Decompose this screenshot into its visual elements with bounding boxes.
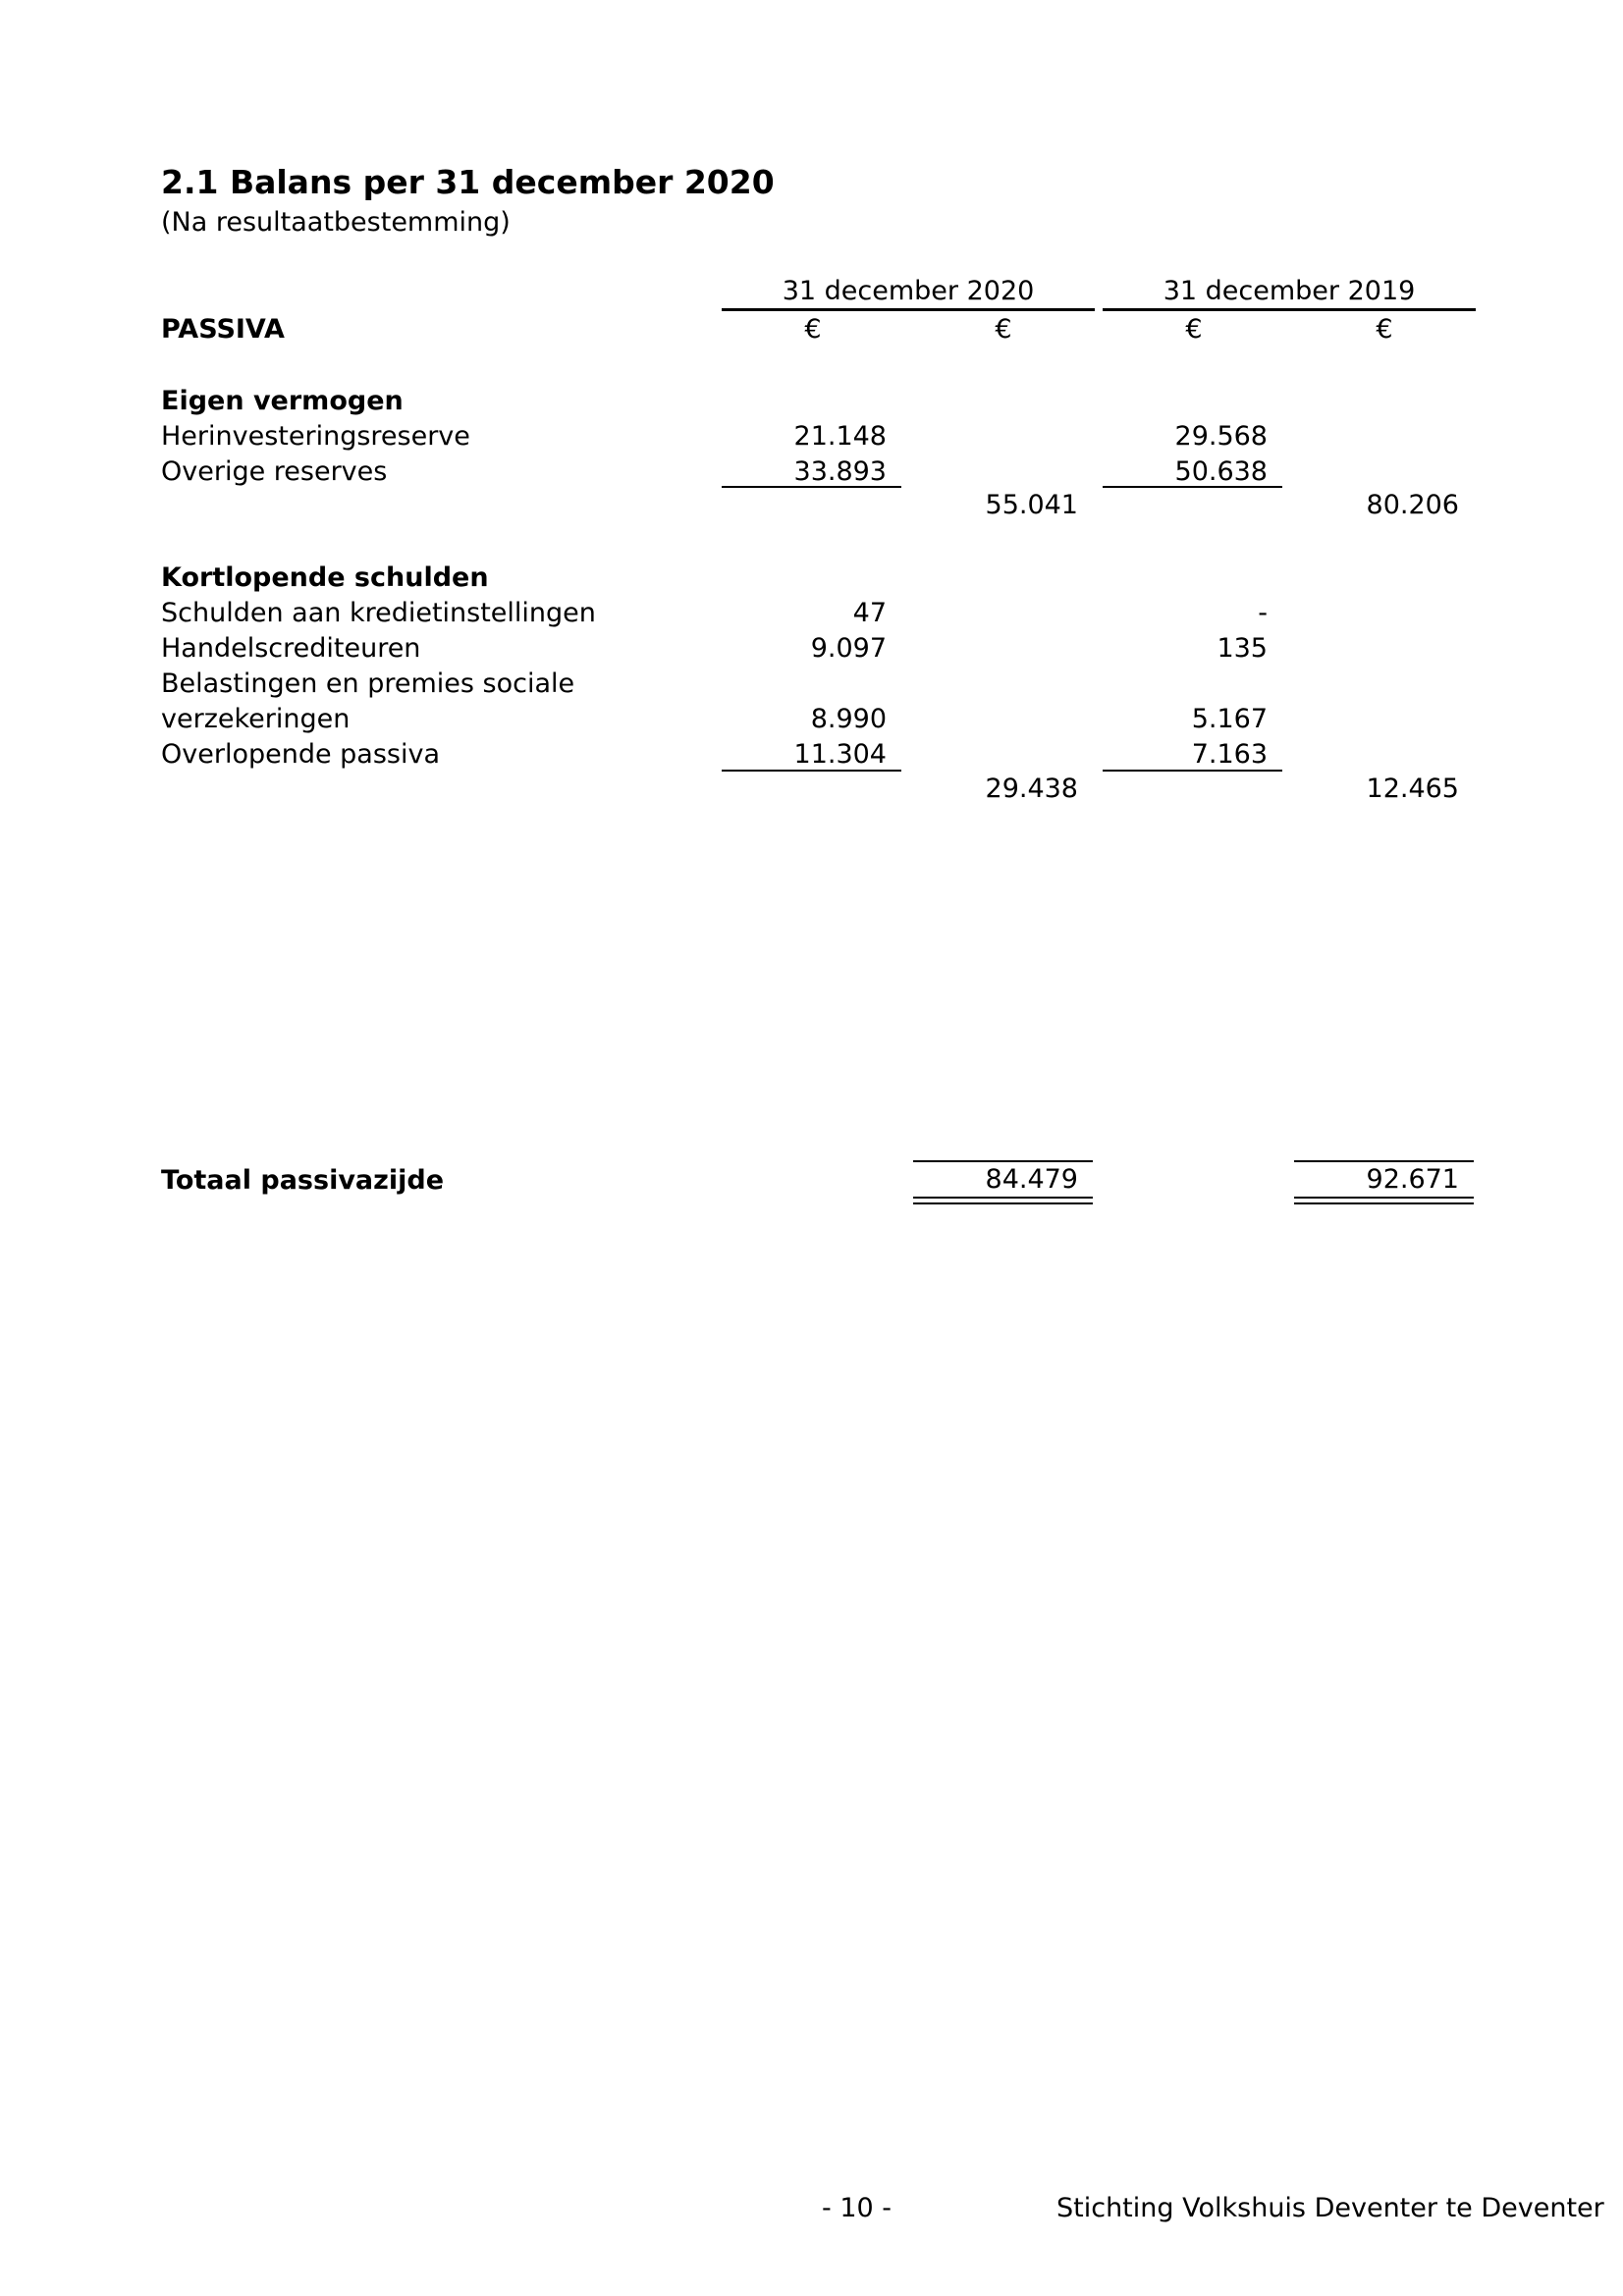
liabilities-subtotal-2019: 12.465	[1366, 774, 1459, 804]
liability-row-value-2019: 7.163	[1191, 739, 1268, 770]
total-value-2019: 92.671	[1366, 1164, 1459, 1195]
liability-row-label: Schulden aan kredietinstellingen	[161, 598, 596, 628]
current-liabilities-heading: Kortlopende schulden	[161, 562, 489, 593]
liabilities-subtotal-rule-2020	[722, 770, 901, 772]
currency-symbol: €	[804, 314, 822, 345]
liabilities-subtotal-rule-2019	[1103, 770, 1282, 772]
liability-row-value-2020: 9.097	[810, 633, 887, 664]
page-number: - 10 -	[822, 2193, 893, 2223]
liability-row-label: Handelscrediteuren	[161, 633, 421, 664]
section-label-passiva: PASSIVA	[161, 314, 285, 345]
liability-row-value-2020: 11.304	[793, 739, 887, 770]
equity-subtotal-2019: 80.206	[1366, 490, 1459, 520]
liabilities-subtotal-2020: 29.438	[985, 774, 1078, 804]
page-title: 2.1 Balans per 31 december 2020	[161, 163, 775, 201]
liability-row-value-2020: 47	[852, 598, 887, 628]
equity-row-value-2020: 33.893	[793, 456, 887, 487]
equity-row-value-2019: 29.568	[1174, 421, 1268, 452]
equity-row-label: Overige reserves	[161, 456, 388, 487]
equity-subtotal-2020: 55.041	[985, 490, 1078, 520]
total-label: Totaal passivazijde	[161, 1165, 445, 1196]
liability-row-value-2020: 8.990	[810, 704, 887, 734]
liability-row-label: Overlopende passiva	[161, 739, 441, 770]
currency-symbol: €	[1185, 314, 1203, 345]
liability-row-value-2019: -	[1258, 598, 1268, 628]
equity-subtotal-rule-2019	[1103, 486, 1282, 488]
equity-row-label: Herinvesteringsreserve	[161, 421, 470, 452]
column-header-rule-2019	[1103, 308, 1476, 311]
total-double-rule-2019	[1294, 1197, 1474, 1204]
column-header-rule-2020	[722, 308, 1095, 311]
equity-row-value-2019: 50.638	[1174, 456, 1268, 487]
currency-symbol: €	[1376, 314, 1393, 345]
liability-row-value-2019: 5.167	[1191, 704, 1268, 734]
liability-row-value-2019: 135	[1217, 633, 1268, 664]
column-header-2020: 31 december 2020	[782, 276, 1035, 306]
total-double-rule-2020	[913, 1197, 1093, 1204]
column-header-2019: 31 december 2019	[1163, 276, 1416, 306]
equity-row-value-2020: 21.148	[793, 421, 887, 452]
total-value-2020: 84.479	[985, 1164, 1078, 1195]
footer-organization: Stichting Volkshuis Deventer te Deventer	[1056, 2193, 1604, 2223]
equity-subtotal-rule-2020	[722, 486, 901, 488]
equity-heading: Eigen vermogen	[161, 386, 404, 416]
liability-row-label-continued: verzekeringen	[161, 704, 351, 734]
currency-symbol: €	[995, 314, 1012, 345]
page-subtitle: (Na resultaatbestemming)	[161, 207, 511, 238]
liability-row-label: Belastingen en premies sociale	[161, 668, 575, 699]
